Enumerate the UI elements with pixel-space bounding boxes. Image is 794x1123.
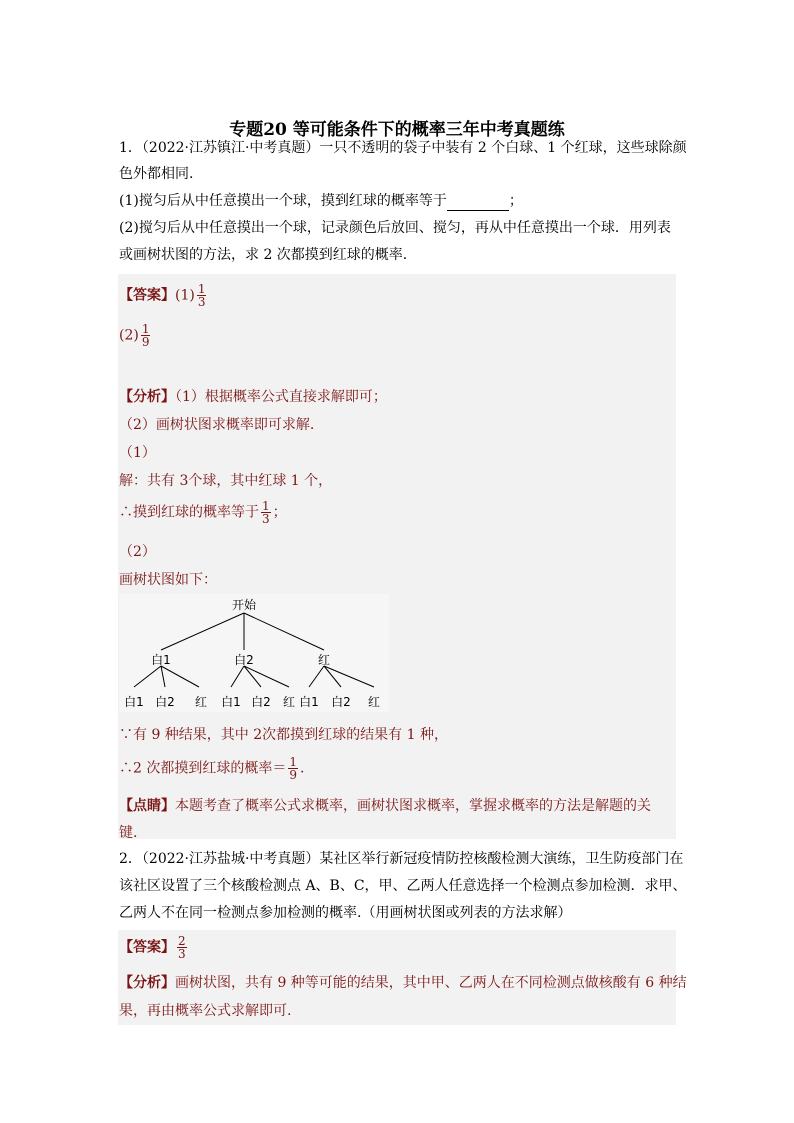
tree-leaf-label: 白2 [155,695,175,709]
question-2-line-3: 乙两人不在同一检测点参加检测的概率.（用画树状图或列表的方法求解） [119,905,572,921]
answer-2 [119,935,189,960]
result-conclusion-end: . [300,760,305,777]
tree-root-label: 开始 [231,598,257,612]
conclusion-text: ∴摸到红球的概率等于 [119,504,259,521]
solution-1-part-1-conclusion [119,500,287,525]
result-fraction [288,756,298,781]
fraction-numerator: 1 [289,755,297,769]
fraction-numerator: 1 [141,322,150,336]
analysis-2-text: 画树状图，共有 9 种等可能的结果，其中甲、乙两人在不同检测点做核酸有 6 种结 [175,975,687,991]
answer-1-part-2-prefix: (2) [119,327,139,344]
question-2-line-1: 2．（2022·江苏盐城·中考真题）某社区举行新冠疫情防控核酸检测大演练，卫生防疫部门在 [119,851,684,867]
tree-leaf-label: 白1 [299,695,319,709]
tree-leaf-label: 白2 [251,695,271,709]
analysis-2-line-2: 果，再由概率公式求解即可. [119,1003,292,1019]
comment-line-2: 键. [119,825,138,841]
comment-label: 【点睛】 [119,798,175,814]
tree-diagram-svg [119,594,389,712]
tree-diagram [119,594,389,712]
answer-1-part-1-prefix: (1) [175,287,195,304]
analysis-1-text: （1）根据概率公式直接求解即可； [175,389,387,405]
fraction-denominator: 3 [197,295,206,309]
answer-label: 【答案】 [119,939,175,956]
analysis-2-line-1 [119,972,687,992]
tree-level1-label: 白2 [234,653,254,667]
question-1-part-2-line-1: (2)搅匀后从中任意摸出一个球，记录颜色后放回、搅匀，再从中任意摸出一个球．用列表 [119,220,671,236]
answer-blank [447,196,509,211]
tree-leaf-label: 白2 [331,695,351,709]
fraction-denominator: 9 [289,768,297,782]
conclusion-end: ； [272,504,287,521]
answer-label: 【答案】 [119,287,175,304]
tree-leaf-label: 白1 [124,695,144,709]
analysis-label: 【分析】 [119,975,175,991]
question-1-part-1 [119,191,523,211]
tree-leaf-label: 红 [367,695,381,709]
question-1-part-1-text: (1)搅匀后从中任意摸出一个球，摸到红球的概率等于 [119,193,447,209]
solution-1-part-1-line: 解：共有 3个球，其中红球 1 个， [119,473,333,489]
fraction-denominator: 3 [262,512,270,526]
conclusion-fraction [261,500,271,525]
analysis-1-line-2: （2）画树状图求概率即可求解. [119,417,315,433]
page-title: 专题20 等可能条件下的概率三年中考真题练 [229,120,565,140]
answer-1 [119,283,208,308]
solution-1-block [118,274,676,839]
question-1-part-1-end: ； [508,193,523,209]
comment-line-1 [119,795,651,815]
comment-text: 本题考查了概率公式求概率，画树状图求概率，掌握求概率的方法是解题的关 [175,798,651,814]
answer-1-part-2-fraction [141,323,151,348]
tree-leaf-label: 白1 [221,695,241,709]
solution-1-part-2-line: 画树状图如下： [119,572,217,588]
question-1-line-1: 1．（2022·江苏镇江·中考真题）一只不透明的袋子中装有 2 个白球、1 个红球，这些球除颜 [119,140,687,156]
fraction-numerator: 1 [197,282,206,296]
tree-leaf-label: 红 [194,695,208,709]
analysis-1-line-1 [119,386,387,406]
result-conclusion [119,756,304,781]
answer-2-fraction [177,935,187,960]
solution-1-part-2-label: （2） [119,544,156,560]
tree-level1-label: 红 [317,653,331,667]
answer-1-part-1-fraction [197,283,207,308]
question-1-line-2: 色外都相同. [119,166,194,182]
result-conclusion-text: ∴2 次都摸到红球的概率＝ [119,760,287,777]
fraction-numerator: 2 [178,934,186,948]
fraction-numerator: 1 [262,499,270,513]
tree-level1-label: 白1 [151,653,171,667]
fraction-denominator: 9 [141,335,150,349]
question-1-part-2-line-2: 或画树状图的方法，求 2 次都摸到红球的概率. [119,247,408,263]
fraction-denominator: 3 [178,947,186,961]
answer-1-part-2 [119,323,152,348]
result-line: ∵有 9 种结果，其中 2次都摸到红球的结果有 1 种， [119,727,448,743]
analysis-label: 【分析】 [119,389,175,405]
solution-1-part-1-label: （1） [119,445,156,461]
tree-leaf-label: 红 [282,695,296,709]
question-2-line-2: 该社区设置了三个核酸检测点 A、B、C，甲、乙两人任意选择一个检测点参加检测．求甲、 [119,878,687,894]
